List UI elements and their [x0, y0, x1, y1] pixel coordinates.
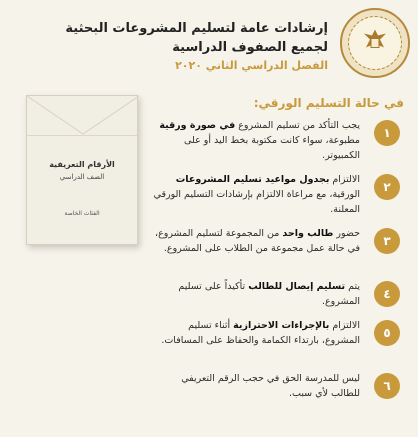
step-text-part: تأكيداً على تسليم المشروع. [178, 281, 360, 307]
step-text-bold: بجدول مواعيد تسليم المشروعات [175, 174, 330, 185]
step-item [150, 226, 400, 270]
step-number-badge: ١ [374, 120, 400, 146]
eagle-emblem-icon [360, 26, 390, 61]
step-text-bold: بالإجراءات الاحترازية [233, 320, 330, 331]
step-text [150, 279, 360, 309]
step-text-part: الالتزام [329, 320, 360, 331]
envelope-label-grade: الصف الدراسي [59, 173, 105, 181]
step-item [150, 318, 400, 362]
step-number-badge: ٤ [374, 281, 400, 307]
header [0, 0, 418, 86]
step-text-bold: تسليم إيصال للطالب [248, 281, 346, 292]
envelope-label-category: الفئات الخاصة [64, 210, 100, 217]
page-subtitle: لجميع الصفوف الدراسية [172, 40, 328, 55]
semester-label: الفصل الدراسي الثاني ٢٠٢٠ [175, 59, 328, 72]
step-text-bold: في صورة ورقية [159, 120, 236, 131]
step-item [150, 172, 400, 217]
section-title: في حالة التسليم الورقي: [253, 96, 404, 110]
step-text [150, 318, 360, 348]
step-text-part: مطبوعة، سواء كانت مكتوبة بخط اليد أو على الكمبيوتر. [184, 135, 360, 161]
step-number-badge: ٢ [374, 174, 400, 200]
steps-list [150, 118, 400, 410]
envelope-flap [27, 96, 137, 136]
step-text-bold: طالب واحد [282, 228, 334, 239]
ministry-logo-icon [340, 8, 410, 78]
envelope-label-id: الأرقام التعريفية [49, 160, 115, 169]
step-text-part: أثناء تسليم المشروع، بارتداء الكمامة والحفاظ على المسافات. [161, 320, 360, 346]
step-text [150, 371, 360, 401]
title-block [18, 20, 328, 74]
step-text-part: من المجموعة لتسليم المشروع، في حالة عمل مجموعة من الطلاب على المشروع. [155, 228, 360, 254]
step-text-part: ليس للمدرسة الحق في حجب الرقم التعريفي للطالب لأي سبب. [181, 373, 360, 399]
step-number-badge: ٣ [374, 228, 400, 254]
step-text-part: الالتزام [329, 174, 360, 185]
step-text-part: يجب التأكد من تسليم المشروع [235, 120, 360, 131]
step-text-part: يتم [345, 281, 360, 292]
step-item [150, 279, 400, 309]
step-text [150, 172, 360, 217]
step-text-part: حضور [333, 228, 360, 239]
page-title: إرشادات عامة لتسليم المشروعات البحثية [65, 21, 328, 36]
step-item [150, 371, 400, 401]
step-text [150, 226, 360, 256]
step-text [150, 118, 360, 163]
step-item [150, 118, 400, 163]
step-number-badge: ٦ [374, 373, 400, 399]
step-number-badge: ٥ [374, 320, 400, 346]
step-text-part: الورقية، مع مراعاة الالتزام بإرشادات التسليم الورقي المعلنة. [153, 189, 360, 215]
envelope-illustration [26, 95, 138, 245]
